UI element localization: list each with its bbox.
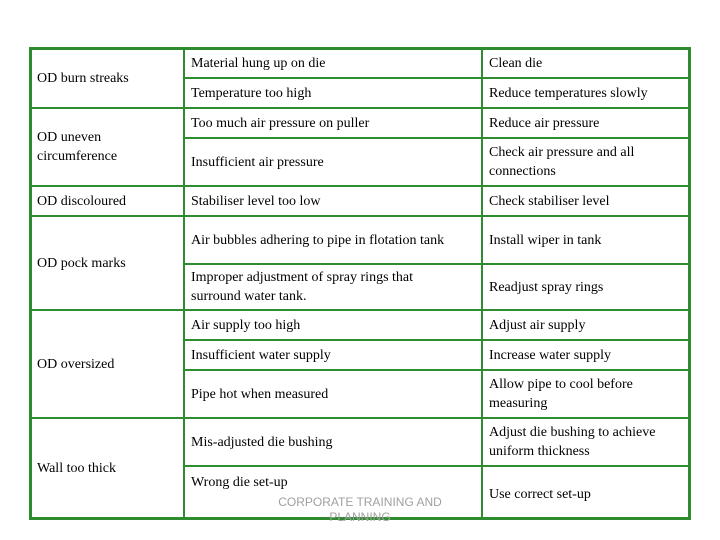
remedy-cell: Check air pressure and all connections — [489, 145, 635, 179]
fault-cell: OD pock marks — [37, 255, 126, 271]
cause-cell: Air supply too high — [191, 317, 301, 333]
cause-cell: Pipe hot when measured — [191, 386, 329, 402]
watermark-line: CORPORATE TRAINING AND — [278, 495, 442, 509]
remedy-cell: Clean die — [489, 55, 543, 71]
remedy-cell: Reduce air pressure — [489, 115, 600, 131]
fault-cell: OD discoloured — [37, 193, 127, 209]
cause-cell: Temperature too high — [191, 85, 312, 101]
watermark-line: PLANNING — [329, 510, 391, 524]
remedy-cell: Allow pipe to cool before measuring — [489, 377, 633, 411]
fault-cell: OD uneven circumference — [37, 130, 118, 164]
cause-cell: Insufficient water supply — [191, 347, 331, 363]
cause-cell: Wrong die set-up — [191, 474, 288, 490]
cause-cell: Air bubbles adhering to pipe in flotation tank — [191, 232, 445, 248]
cause-cell: Improper adjustment of spray rings that surround water tank. — [191, 270, 414, 304]
remedy-cell: Adjust air supply — [489, 317, 586, 333]
cause-cell: Material hung up on die — [191, 55, 326, 71]
cause-cell: Stabiliser level too low — [191, 193, 321, 209]
cause-cell: Too much air pressure on puller — [191, 115, 370, 131]
remedy-cell: Reduce temperatures slowly — [489, 85, 648, 101]
column-divider — [481, 48, 483, 518]
cause-cell: Insufficient air pressure — [191, 154, 324, 170]
remedy-cell: Install wiper in tank — [489, 232, 602, 248]
remedy-cell: Use correct set-up — [489, 487, 591, 502]
fault-cell: Wall too thick — [37, 460, 116, 476]
remedy-cell: Readjust spray rings — [489, 279, 604, 295]
cause-cell: Mis-adjusted die bushing — [191, 434, 333, 450]
remedy-cell: Adjust die bushing to achieve uniform thickness — [489, 425, 656, 459]
fault-cell: OD burn streaks — [37, 70, 129, 86]
remedy-cell: Increase water supply — [489, 347, 612, 363]
remedy-cell: Check stabiliser level — [489, 193, 610, 209]
column-divider — [183, 48, 185, 518]
fault-cell: OD oversized — [37, 356, 115, 372]
